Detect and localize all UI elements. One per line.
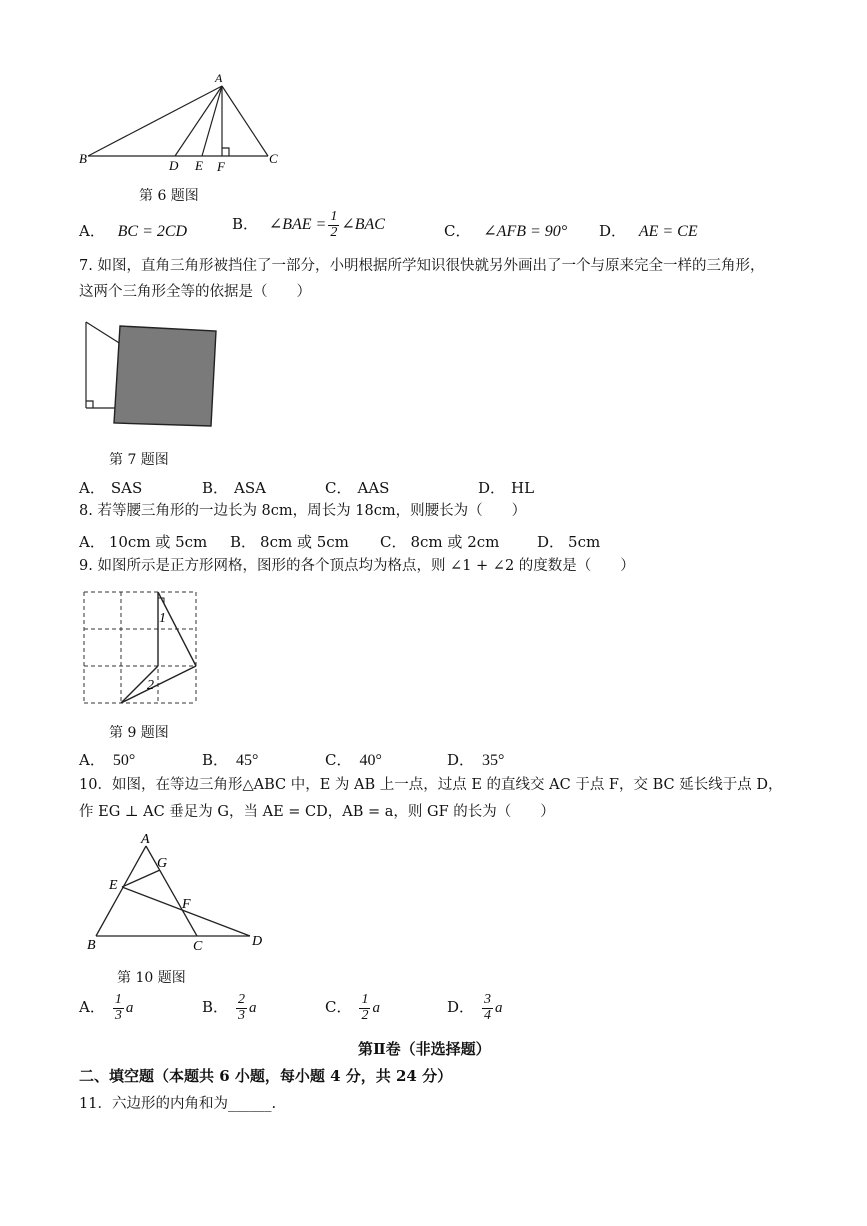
q6-label-B: B [79,151,87,166]
q6-label-F: F [217,159,225,174]
q6-fraction: $\frac{1}{2}$ [330,209,338,240]
q11-stem: 11．六边形的内角和为______. [79,1096,277,1112]
q10-option-a: A． $\frac{1}{3}$ a [79,992,134,1023]
q6-caption: 第 6 题图 [139,188,199,204]
q9-angle-1: 1 [159,611,166,626]
q8-option-d: D． 5cm [537,533,601,551]
q10-label-B: B [87,938,96,953]
part2-title: 第Ⅱ卷（非选择题） [358,1040,491,1058]
q9-stem: 9. 如图所示是正方形网格，图形的各个顶点均为格点，则 ∠1 + ∠2 的度数是（ ） [79,558,635,574]
q7-caption: 第 7 题图 [109,452,169,468]
q10-option-d: D． $\frac{3}{4}$ a [447,992,503,1023]
q9-angle-2: 2 [147,678,154,693]
q6-option-a: A． BC = 2CD [79,222,188,240]
q10-figure [84,830,274,955]
q6-option-b: B． ∠BAE = $\frac{1}{2}$ ∠BAC [232,209,385,240]
q9-option-d: D． 35° [447,751,505,769]
q8-stem: 8. 若等腰三角形的一边长为 8cm，周长为 18cm，则腰长为（ ） [79,503,527,519]
q7-stem-line2: 这两个三角形全等的依据是（ ） [79,284,311,300]
q6-option-c: C． ∠AFB = 90° [444,222,568,240]
q10-label-E: E [109,878,118,893]
q6-figure [76,70,286,175]
q10-stem-line1: 10．如图，在等边三角形△ABC 中，E 为 AB 上一点，过点 E 的直线交 AC 于点 F，交 BC 延长线于点 D， [79,777,783,793]
q10-label-A: A [141,832,150,847]
q7-option-c: C． AAS [325,479,390,497]
q6-label-A: A [215,71,223,85]
q9-option-b: B． 45° [202,751,259,769]
q9-option-c: C． 40° [325,751,382,769]
q7-figure [80,318,220,430]
q6-label-E: E [195,158,203,173]
q6-option-d: D． AE = CE [599,222,698,240]
q10-option-b: B． $\frac{2}{3}$ a [202,992,257,1023]
q6-label-D: D [169,158,179,173]
q9-caption: 第 9 题图 [109,725,169,741]
q10-label-F: F [182,897,191,912]
q7-option-a: A． SAS [79,479,143,497]
q10-label-C: C [193,939,203,954]
q7-stem-line1: 7. 如图，直角三角形被挡住了一部分，小明根据所学知识很快就另外画出了一个与原来完全一样的三角形， [79,258,765,274]
q10-label-D: D [252,934,263,949]
section-fill-in-title: 二、填空题（本题共 6 小题，每小题 4 分，共 24 分） [79,1067,453,1085]
q10-stem-line2: 作 EG ⊥ AC 垂足为 G，当 AE = CD，AB = a，则 GF 的长为（ ） [79,804,555,820]
q7-covering-square [114,326,216,426]
q10-option-c: C． $\frac{1}{2}$ a [325,992,380,1023]
q8-option-c: C． 8cm 或 2cm [380,533,500,551]
q7-option-b: B． ASA [202,479,266,497]
q6-label-C: C [269,151,278,166]
q9-option-a: A． 50° [79,751,136,769]
q9-figure [78,586,203,711]
q8-option-a: A． 10cm 或 5cm [79,533,208,551]
q10-caption: 第 10 题图 [117,970,186,986]
q8-option-b: B． 8cm 或 5cm [230,533,349,551]
q7-option-d: D． HL [478,479,535,497]
q10-label-G: G [157,856,168,871]
